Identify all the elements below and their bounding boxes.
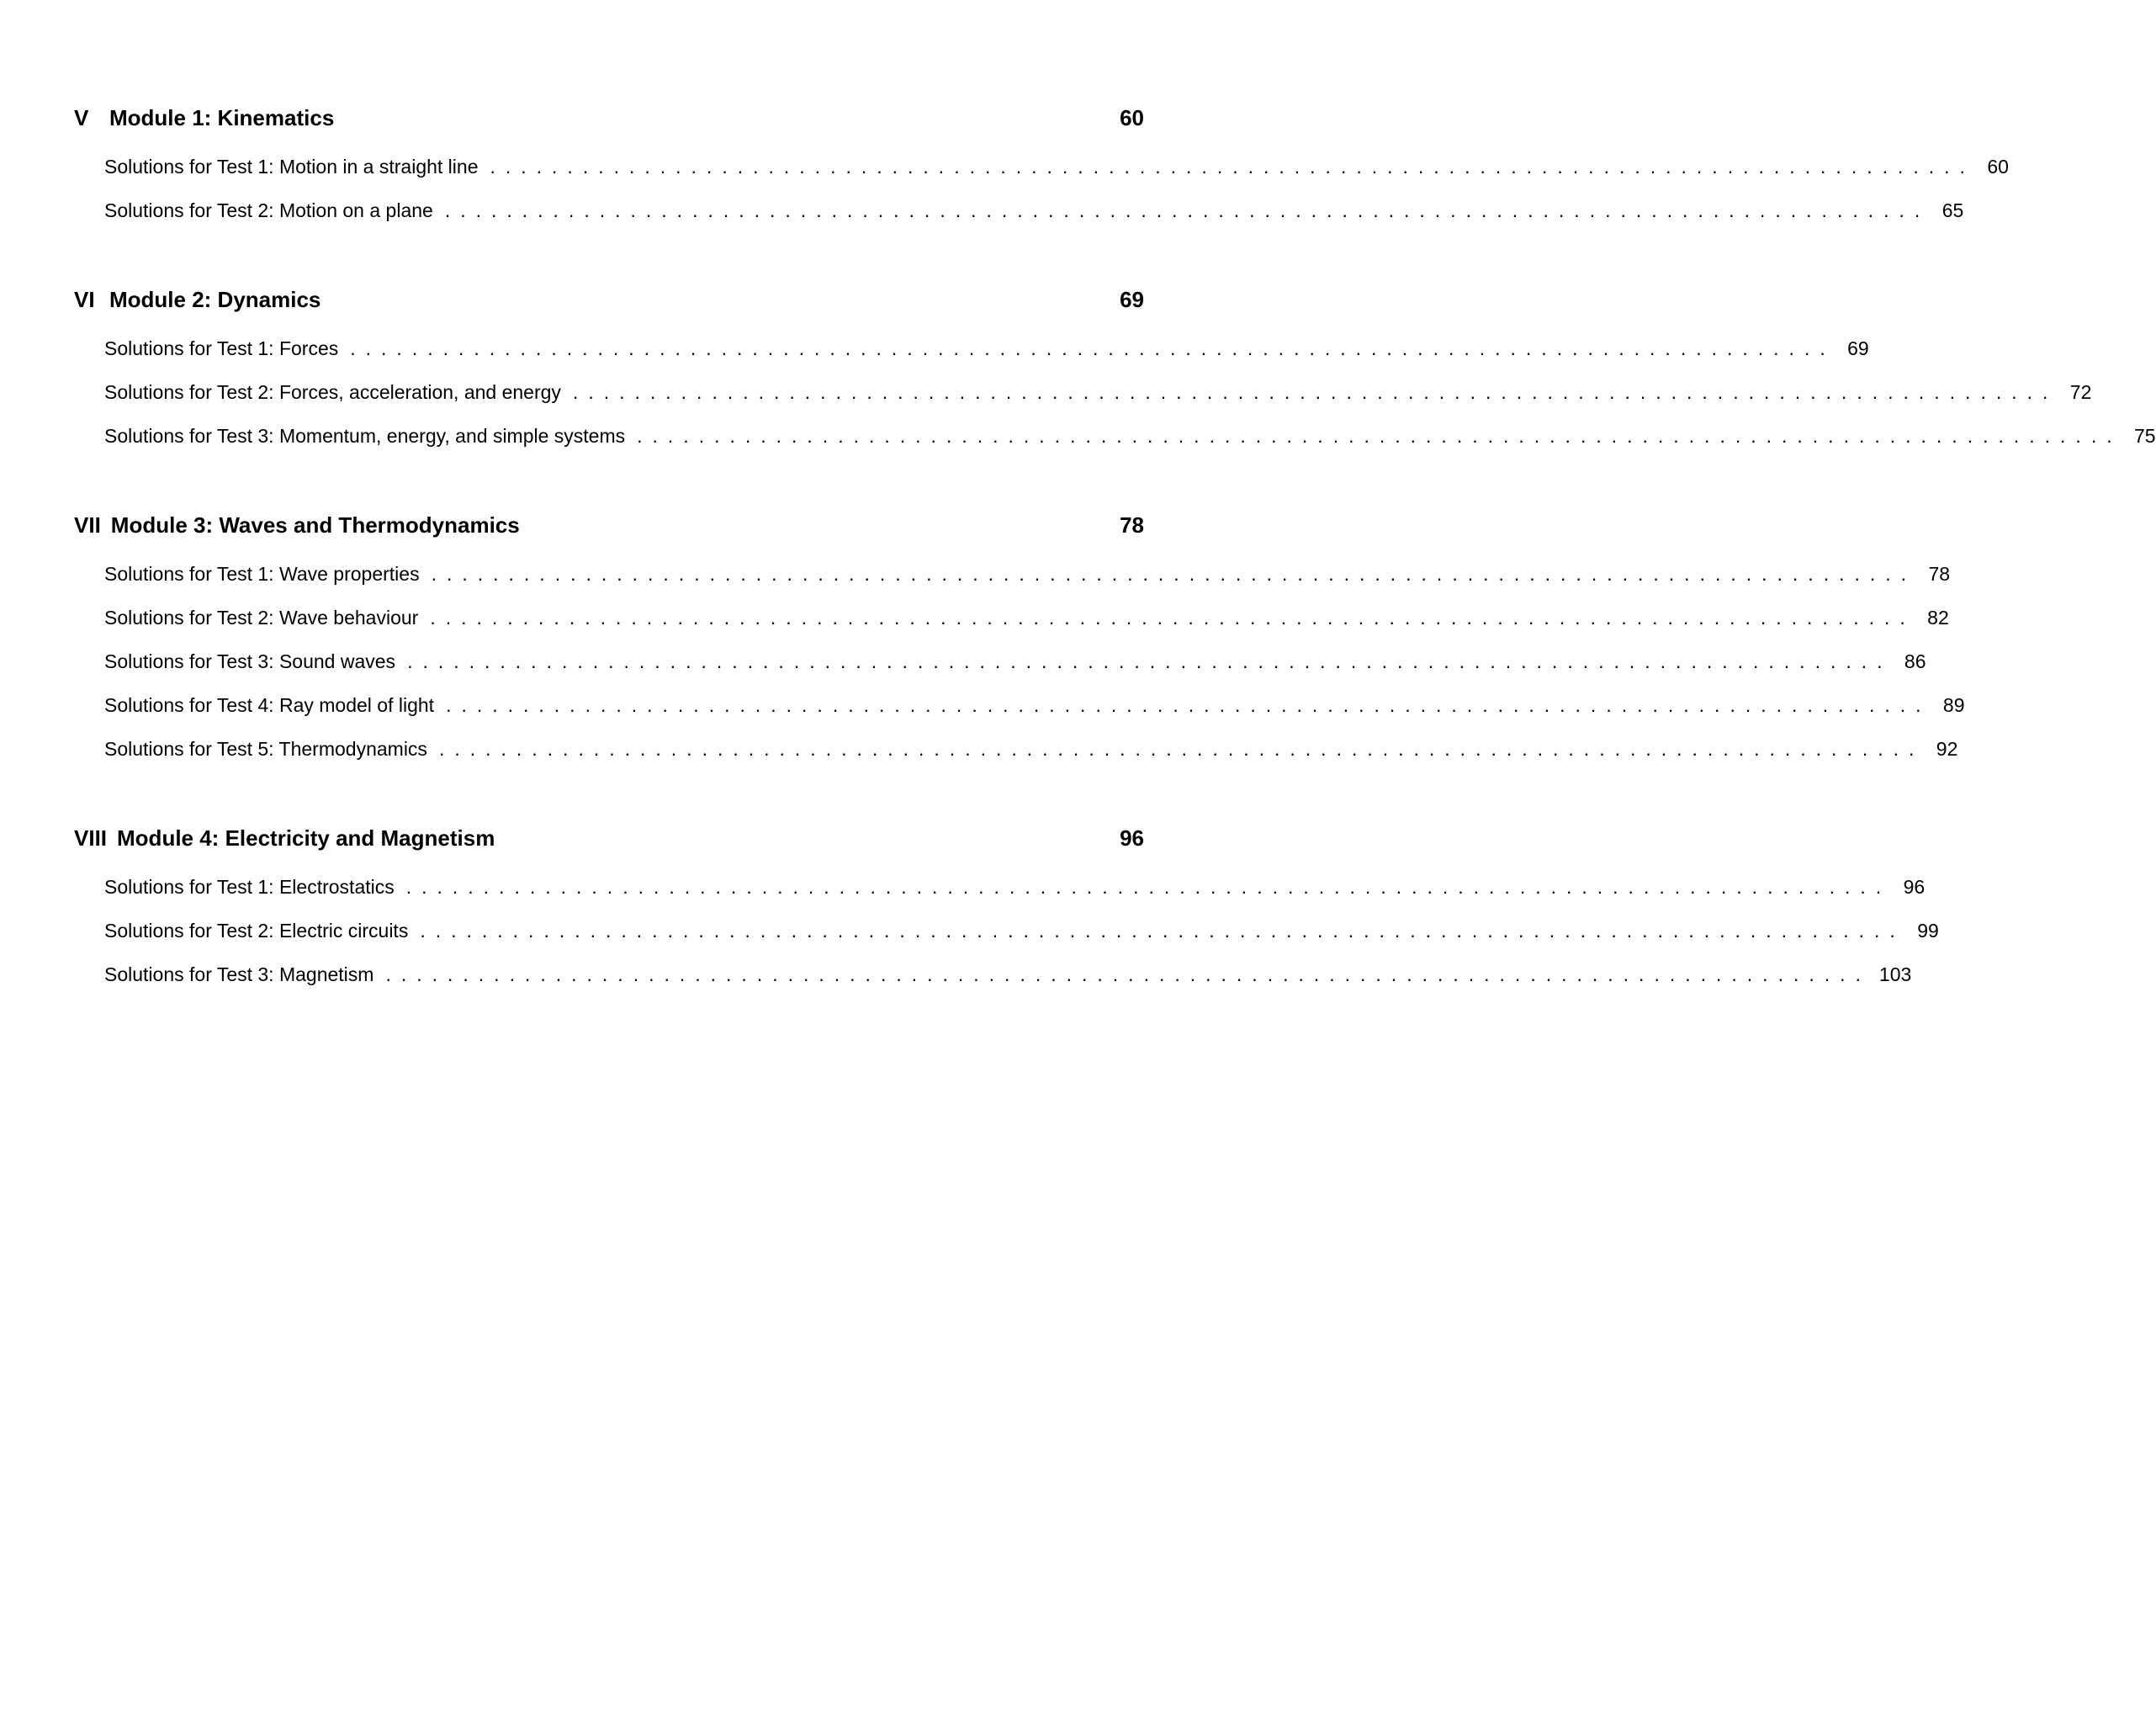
toc-entry[interactable] <box>74 414 2156 458</box>
dot-leader: ................................................................................................ <box>446 694 1931 716</box>
dot-leader: ................................................................................................ <box>490 156 1975 178</box>
dot-leader: ................................................................................................ <box>385 963 1871 985</box>
part-page-number: 69 <box>1120 287 1144 312</box>
entry-page-number: 72 <box>2069 381 2092 403</box>
entry-title: Solutions for Test 2: Motion on a plane <box>104 199 433 221</box>
part-page-number: 96 <box>1120 825 1144 851</box>
entry-title: Solutions for Test 1: Wave properties <box>104 563 420 585</box>
dot-leader: ................................................................................................ <box>438 738 1925 760</box>
dot-leader: ................................................................................................ <box>430 607 1915 629</box>
entry-page-number: 82 <box>1927 607 1949 629</box>
entry-title: Solutions for Test 3: Magnetism <box>104 963 374 985</box>
entry-title: Solutions for Test 2: Wave behaviour <box>104 607 419 629</box>
dot-leader: ................................................................................................ <box>407 650 1893 672</box>
dot-leader: ................................................................................................ <box>350 337 1836 359</box>
entry-page-number: 65 <box>1941 199 1964 221</box>
entry-title: Solutions for Test 3: Momentum, energy, and simple systems <box>104 425 626 447</box>
entry-page-number: 96 <box>1903 876 1926 898</box>
entry-page-number: 75 <box>2134 425 2156 447</box>
part-page-number: 78 <box>1120 512 1144 538</box>
entry-title: Solutions for Test 4: Ray model of light <box>104 694 435 716</box>
part-number: VI <box>74 287 95 312</box>
entry-page-number: 92 <box>1936 738 1958 760</box>
toc-part <box>74 508 1965 771</box>
dot-leader: ................................................................................................ <box>420 920 1905 942</box>
toc-entry[interactable] <box>74 952 1912 996</box>
part-number: VIII <box>74 825 108 851</box>
part-title: Module 3: Waves and Thermodynamics <box>110 512 520 538</box>
entry-page-number: 69 <box>1847 337 1869 359</box>
toc-entry[interactable] <box>74 326 1869 370</box>
toc-part <box>74 821 1939 996</box>
entry-title: Solutions for Test 2: Forces, acceleration, and energy <box>104 381 561 403</box>
part-heading[interactable] <box>74 821 1144 855</box>
dot-leader: ................................................................................................ <box>572 381 2058 403</box>
part-page-number: 60 <box>1120 105 1144 130</box>
toc-entry[interactable] <box>74 552 1951 596</box>
entry-page-number: 99 <box>1917 920 1939 942</box>
dot-leader: ................................................................................................ <box>405 876 1892 898</box>
toc-entry[interactable] <box>74 683 1965 727</box>
part-heading[interactable] <box>74 508 1144 542</box>
dot-leader: ................................................................................................ <box>431 563 1917 585</box>
toc-part <box>74 101 2009 232</box>
part-title: Module 4: Electricity and Magnetism <box>117 825 495 851</box>
entry-title: Solutions for Test 1: Forces <box>104 337 339 359</box>
entry-page-number: 103 <box>1878 963 1912 985</box>
part-heading[interactable] <box>74 283 1144 316</box>
part-heading[interactable] <box>74 101 1144 135</box>
part-title: Module 1: Kinematics <box>109 105 335 130</box>
part-title: Module 2: Dynamics <box>109 287 321 312</box>
entry-page-number: 89 <box>1942 694 1965 716</box>
entry-page-number: 86 <box>1904 650 1926 672</box>
toc-entry[interactable] <box>74 727 1958 771</box>
entry-page-number: 60 <box>1987 156 2009 178</box>
entry-title: Solutions for Test 2: Electric circuits <box>104 920 409 942</box>
toc-entry[interactable] <box>74 909 1939 952</box>
dot-leader: ................................................................................................ <box>637 425 2122 447</box>
entry-title: Solutions for Test 5: Thermodynamics <box>104 738 427 760</box>
part-number: V <box>74 105 89 130</box>
toc-entry[interactable] <box>74 639 1926 683</box>
toc-entry[interactable] <box>74 188 1964 232</box>
toc-entry[interactable] <box>74 865 1926 909</box>
entry-title: Solutions for Test 1: Electrostatics <box>104 876 395 898</box>
entry-page-number: 78 <box>1928 563 1951 585</box>
dot-leader: ................................................................................................ <box>444 199 1931 221</box>
table-of-contents <box>74 101 2156 1047</box>
toc-entry[interactable] <box>74 596 1949 639</box>
entry-title: Solutions for Test 3: Sound waves <box>104 650 396 672</box>
part-number: VII <box>74 512 101 538</box>
toc-entry[interactable] <box>74 145 2009 188</box>
toc-part <box>74 283 2156 458</box>
toc-entry[interactable] <box>74 370 2092 414</box>
entry-title: Solutions for Test 1: Motion in a straight line <box>104 156 479 178</box>
